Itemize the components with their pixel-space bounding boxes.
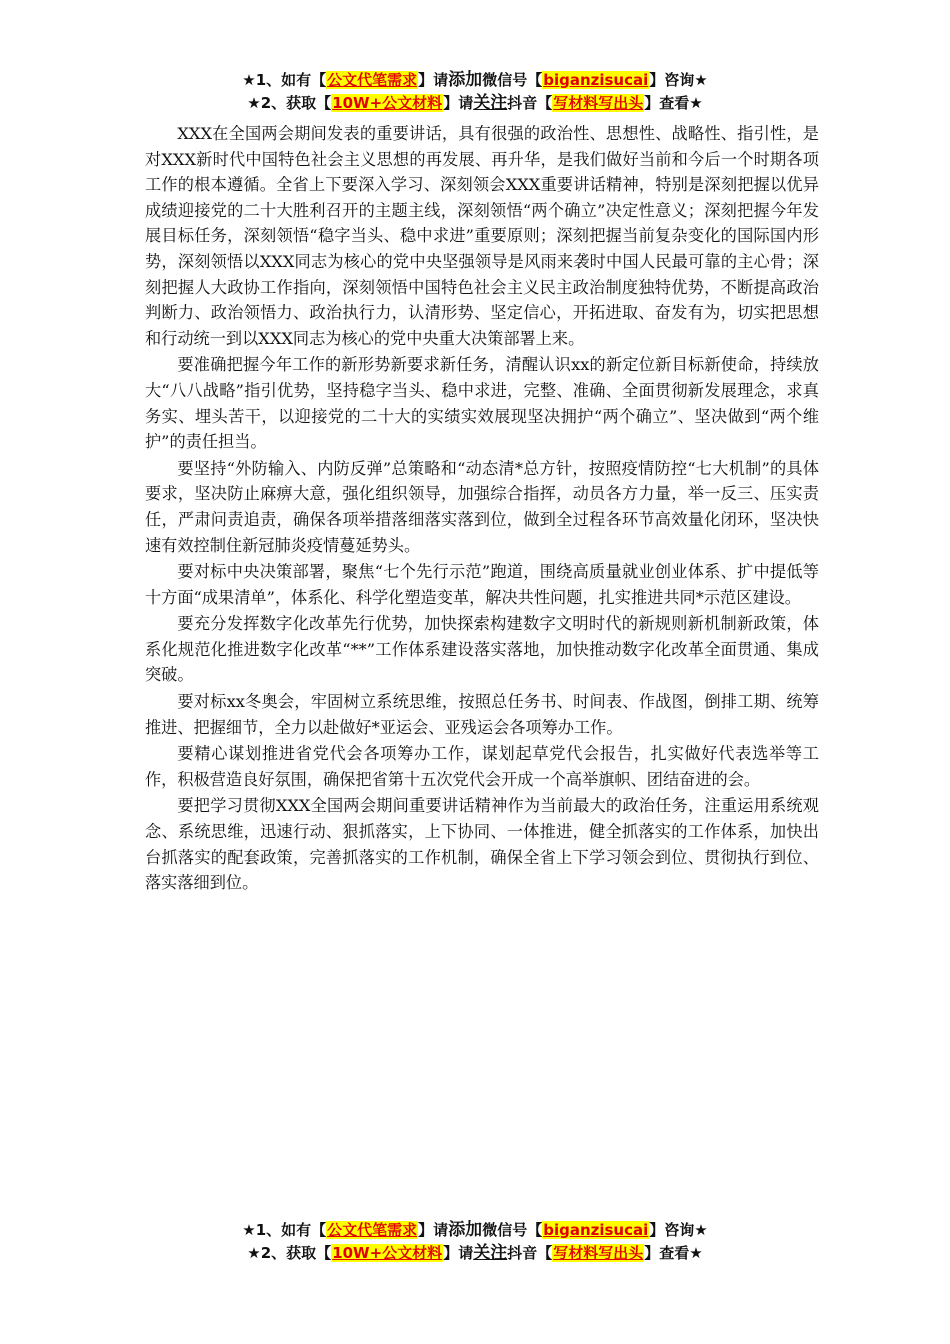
service-highlight: 公文代笔需求	[327, 71, 418, 89]
add-emphasis: 添加	[448, 1220, 483, 1240]
top-banner	[0, 69, 950, 115]
paragraph-6: 要对标xx冬奥会，牢固树立系统思维，按照总任务书、时间表、作战图，倒排工期、统筹推进、把握细节，全力以赴做好*亚运会、亚残运会各项筹办工作。	[145, 692, 819, 737]
banner-line-1-bottom: ★1、如有【公文代笔需求】请添加微信号【biganzisucai】咨询★	[242, 1220, 708, 1240]
add-emphasis: 添加	[448, 70, 483, 90]
service-highlight: 公文代笔需求	[327, 1221, 418, 1239]
banner-line-2: ★2、获取【10W+公文材料】请关注抖音【写材料写出头】查看★	[247, 93, 703, 113]
bottom-banner	[0, 1219, 950, 1265]
wechat-id-highlight: biganzisucai	[543, 1221, 649, 1239]
paragraph-1: XXX在全国两会期间发表的重要讲话，具有很强的政治性、思想性、战略性、指引性，是对XXX新时代中国特色社会主义思想的再发展、再升华，是我们做好当前和今后一个时期各项工作的根本遵循。全省上下要深入学习、深刻领会XXX重要讲话精神，特别是深刻把握以优异成绩迎接党的二十大胜利召开的主题主线，深刻领悟“两个确立”决定性意义；深刻把握今年发展目标任务，深刻领悟“稳字当头、稳中求进”重要原则；深刻把握当前复杂变化的国际国内形势，深刻领悟以XXX同志为核心的党中央坚强领导是风雨来袭时中国人民最可靠的主心骨；深刻把握人大政协工作指向，深刻领悟中国特色社会主义民主政治制度独特优势，不断提高政治判断力、政治领悟力、政治执行力，认清形势、坚定信心，开拓进取、奋发有为，切实把思想和行动统一到以XXX同志为核心的党中央重大决策部署上来。	[145, 124, 819, 348]
follow-emphasis: 关注	[473, 93, 508, 113]
paragraph-7: 要精心谋划推进省党代会各项筹办工作，谋划起草党代会报告，扎实做好代表选举等工作，积极营造良好氛围，确保把省第十五次党代会开成一个高举旗帜、团结奋进的会。	[145, 744, 819, 789]
paragraph-2: 要准确把握今年工作的新形势新要求新任务，清醒认识xx的新定位新目标新使命，持续放大“八八战略”指引优势，坚持稳字当头、稳中求进，完整、准确、全面贯彻新发展理念，求真务实、埋头苦干，以迎接党的二十大的实绩实效展现坚决拥护“两个确立”、坚决做到“两个维护”的责任担当。	[145, 355, 819, 452]
paragraph-3: 要坚持“外防输入、内防反弹”总策略和“动态清*总方针，按照疫情防控“七大机制”的具体要求，坚决防止麻痹大意，强化组织领导，加强综合指挥，动员各方力量，举一反三、压实责任，严肃问责追责，确保各项举措落细落实落到位，做到全过程各环节高效量化闭环，坚决快速有效控制住新冠肺炎疫情蔓延势头。	[145, 458, 819, 555]
wechat-id-highlight: biganzisucai	[543, 71, 649, 89]
materials-highlight: 10W+公文材料	[332, 94, 443, 112]
follow-emphasis: 关注	[473, 1243, 508, 1263]
paragraph-4: 要对标中央决策部署，聚焦“七个先行示范”跑道，围绕高质量就业创业体系、扩中提低等十方面“成果清单”，体系化、科学化塑造变革，解决共性问题，扎实推进共同*示范区建设。	[145, 562, 819, 607]
banner-line-1: ★1、如有【公文代笔需求】请添加微信号【biganzisucai】咨询★	[242, 70, 708, 90]
douyin-account-highlight: 写材料写出头	[553, 1244, 644, 1262]
paragraph-8: 要把学习贯彻XXX全国两会期间重要讲话精神作为当前最大的政治任务，注重运用系统观念、系统思维，迅速行动、狠抓落实，上下协同、一体推进，健全抓落实的工作体系，加快出台抓落实的配套政策，完善抓落实的工作机制，确保全省上下学习领会到位、贯彻执行到位、落实落细到位。	[145, 796, 819, 893]
douyin-account-highlight: 写材料写出头	[553, 94, 644, 112]
paragraph-5: 要充分发挥数字化改革先行优势，加快探索构建数字文明时代的新规则新机制新政策，体系化规范化推进数字化改革“**”工作体系建设落实落地，加快推动数字化改革全面贯通、集成突破。	[145, 614, 819, 685]
banner-line-2-bottom: ★2、获取【10W+公文材料】请关注抖音【写材料写出头】查看★	[247, 1243, 703, 1263]
materials-highlight: 10W+公文材料	[332, 1244, 443, 1262]
document-body	[145, 121, 819, 897]
